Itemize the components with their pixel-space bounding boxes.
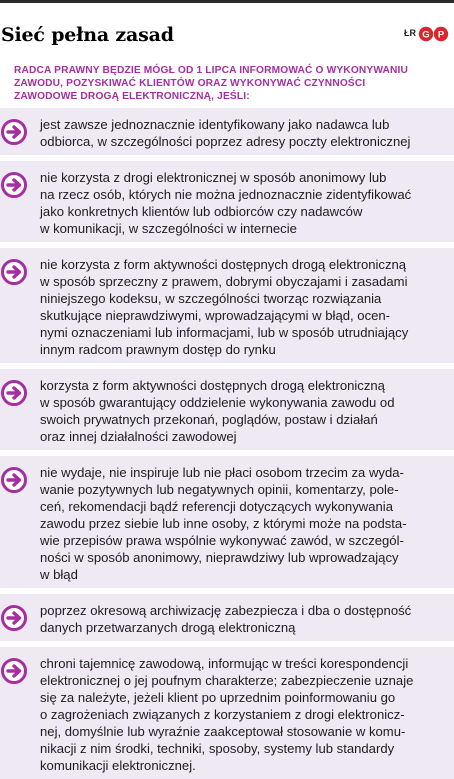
arrow-circle-icon (1, 172, 27, 198)
list-item (0, 248, 454, 363)
gp-logo-icon (418, 26, 450, 42)
svg-text:P: P (437, 29, 445, 41)
item-text: jest zawsze jednoznacznie identyfikowany jako nadawca lub odbiorca, w szczególności poprzez adresy poczty elektronicznej (40, 117, 411, 149)
arrow-circle-icon (1, 380, 27, 406)
item-text: nie wydaje, nie inspiruje lub nie płaci osobom trzecim za wyda- wanie pozytywnych lub negatywnych opinii, komentarzy, pole- ceń, rekomendacji bądź referencji dotyczących wykonywania zawodu przez siebie lub inne osoby, z którymi może na podsta- wie przepisów prawa wspólnie wykonywać zawód, w szczegól- ności w sposób anonimowy, nieprawdziwy lub wprowadzający w błąd (40, 465, 407, 582)
author-credit: ŁR (404, 28, 416, 38)
item-text: nie korzysta z drogi elektronicznej w sposób anonimowy lub na rzecz osób, których nie można jednoznacznie zidentyfikować jako konkretnych klientów lub odbiorców czy nadawców w komunikacji, w szczególności w internecie (40, 170, 412, 236)
page-title: Sieć pełna zasad (1, 24, 174, 46)
item-text: poprzez okresową archiwizację zabezpiecza i dba o dostępność danych przetwarzanych drogą elektroniczną (40, 603, 412, 635)
list-item (0, 161, 454, 242)
item-text: nie korzysta z form aktywności dostępnych drogą elektroniczną w sposób sprzeczny z prawem, dobrymi obyczajami i zasadami niniejszego kodeksu, w szczególności tworząc rozwiązania skutkujące nieprawdziwymi, wprowadzającymi w błąd, ocen- nymi oznaczeniami lub informacjami, lub w sposób utrudniający innym radcom prawnym dostęp do rynku (40, 257, 409, 357)
intro-text: RADCA PRAWNY BĘDZIE MÓGŁ OD 1 LIPCA INFORMOWAĆ O WYKONYWANIU ZAWODU, POZYSKIWAĆ KLIENTÓW ORAZ WYKONYWAĆ CZYNNOŚCI ZAWODOWE DROGĄ ELEKTRONICZNĄ, JEŚLI: (14, 65, 409, 102)
item-text: korzysta z form aktywności dostępnych drogą elektroniczną w sposób gwarantujący oddzielenie wykonywania zawodu od swoich prywatnych przekonań, poglądów, postaw i działań oraz innej działalności zawodowej (40, 378, 395, 444)
list-item (0, 369, 454, 450)
list-item (0, 456, 454, 588)
list-item (0, 594, 454, 641)
top-rule (0, 0, 454, 3)
arrow-circle-icon (1, 259, 27, 285)
arrow-circle-icon (1, 605, 27, 631)
list-item (0, 647, 454, 779)
arrow-circle-icon (1, 119, 27, 145)
arrow-circle-icon (1, 467, 27, 493)
arrow-circle-icon (1, 658, 27, 684)
item-text: chroni tajemnicę zawodową, informując w treści korespondencji elektronicznej o jej poufnym charakterze; zabezpieczenie uznaje się za należyte, jeżeli klient po uprzednim poinformowaniu go o zagrożeniach związanych z korzystaniem z drogi elektronicz- nej, domyślnie lub wyraźnie zaakceptował stosowanie w komu- nikacji z nim środki, techniki, sposoby, systemy lub standardy komunikacji elektronicznej. (40, 656, 414, 773)
list-item (0, 108, 454, 155)
header (0, 24, 454, 52)
svg-text:G: G (422, 29, 430, 41)
